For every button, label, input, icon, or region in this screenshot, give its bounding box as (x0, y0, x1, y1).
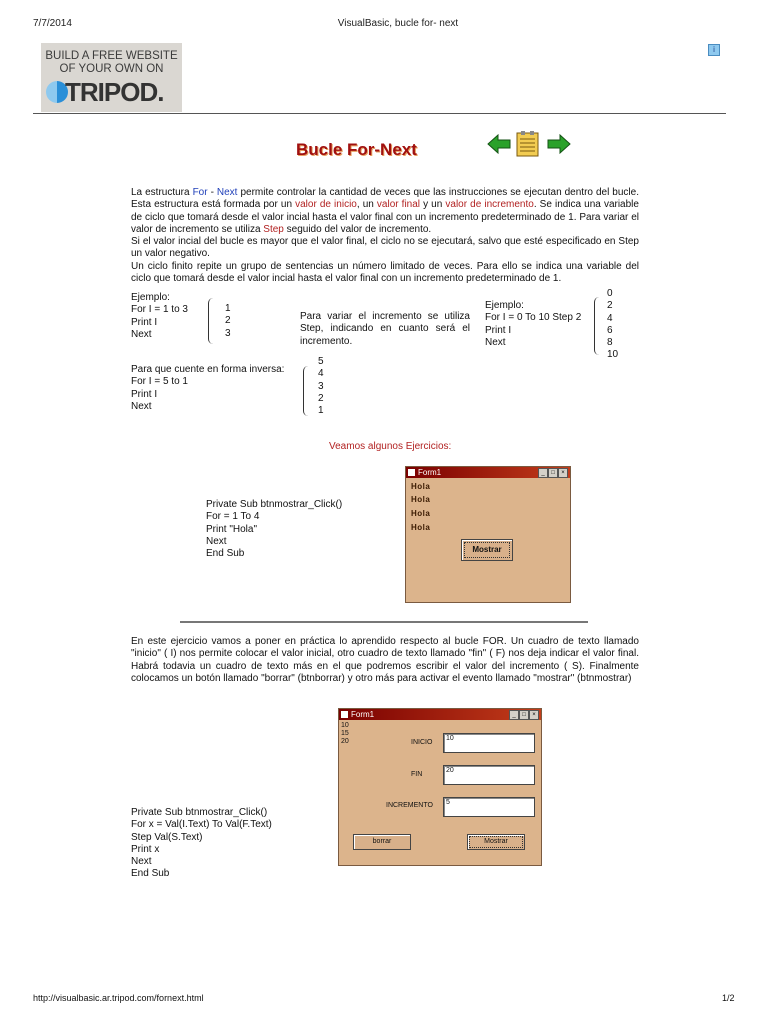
form-icon (341, 711, 348, 718)
example3-code: Para que cuente en forma inversa: For I = 5 to 1 Print I Next (131, 364, 285, 412)
page-title: Bucle For-Next (296, 140, 417, 159)
inicio-textbox[interactable]: 10 (443, 733, 535, 753)
hola-line-2: Hola (411, 495, 431, 504)
incremento-label: INCREMENTO (386, 802, 433, 809)
intro-paragraph-2: Si el valor incial del bucle es mayor que el valor final, el ciclo no se ejecutará, salvo que esté especificado en Step un valor negativo. (131, 236, 639, 260)
minimize-button[interactable]: _ (538, 468, 548, 478)
example-step-text: Para variar el incremento se utiliza Step, indicando en cuanto será el incremento. (300, 311, 470, 347)
intro-text (131, 187, 639, 285)
exercise1-form-window (405, 466, 571, 603)
example1-code: Ejemplo: For I = 1 to 3 Print I Next (131, 292, 188, 340)
exercise2-description: En este ejercicio vamos a poner en práctica lo aprendido respecto al bucle FOR. Un cuadro de texto llamado "inicio" ( I) nos permite colocar el valor inicial, otro cuadro de texto llamado "fin" ( F) nos deja indicar el valor final. Habrá todavia un cuadro de texto más en el que podremos escribir el valor del incremento ( S). Finalmente colocamos un botón llamado "borrar" (btnborrar) y otro más para activar el evento llamado "mostrar" (btnmostrar) (131, 636, 639, 684)
example2-output: 0 2 4 6 8 10 (607, 288, 619, 361)
notepad-icon[interactable] (515, 130, 541, 158)
close-button[interactable]: × (529, 710, 539, 720)
exercise2-window-title: Form1 (351, 710, 375, 719)
info-icon[interactable]: i (708, 44, 720, 56)
for-keyword: For (192, 187, 208, 198)
next-keyword: Next (216, 187, 238, 198)
close-button[interactable]: × (558, 468, 568, 478)
inicio-label: INICIO (411, 739, 433, 746)
section-divider (180, 621, 588, 623)
mostrar-button[interactable]: Mostrar (461, 539, 513, 561)
form-icon (408, 469, 415, 476)
example2-code: Ejemplo: For I = 0 To 10 Step 2 Print I Next (485, 300, 582, 348)
intro-paragraph-1: La estructura For - Next permite controlar la cantidad de veces que las instrucciones se ejecutan dentro del bucle. Esta estructura está formada por un valor de inicio, un valor final y un valor de incremento. Se indica una variable de ciclo que tomará desde el valor incial hasta el valor final con un incremento predeterminado de 1. Para variar el valor de incremento se utiliza Step seguido del valor de incremento. (131, 187, 639, 235)
print-title: VisualBasic, bucle for- next (337, 18, 459, 29)
footer-page-number: 1/2 (722, 993, 735, 1003)
footer-url[interactable]: http://visualbasic.ar.tripod.com/fornext.html (33, 993, 204, 1003)
print-date: 7/7/2014 (33, 18, 72, 29)
forward-arrow-icon[interactable] (547, 134, 571, 154)
exercise2-code: Private Sub btnmostrar_Click() For x = Val(I.Text) To Val(F.Text) Step Val(S.Text) Print x Next End Sub (131, 807, 272, 880)
exercise2-output: 10 15 20 (341, 722, 349, 745)
example2-brace (594, 297, 601, 355)
exercises-heading: Veamos algunos Ejercicios: (329, 441, 452, 452)
exercise2-titlebar (339, 709, 541, 720)
valor-inicio-term: valor de inicio (295, 199, 357, 211)
maximize-button[interactable]: □ (519, 710, 529, 720)
minimize-button[interactable]: _ (509, 710, 519, 720)
valor-final-term: valor final (376, 199, 421, 211)
mostrar-button[interactable]: Mostrar (467, 834, 525, 850)
back-arrow-icon[interactable] (487, 134, 511, 154)
example3-output: 5 4 3 2 1 (318, 356, 324, 417)
maximize-button[interactable]: □ (548, 468, 558, 478)
exercise2-form-window (338, 708, 542, 866)
exercise1-code: Private Sub btnmostrar_Click() For = 1 To 4 Print "Hola" Next End Sub (206, 499, 343, 560)
hola-line-1: Hola (411, 482, 431, 491)
hola-line-3: Hola (411, 509, 431, 518)
example1-output: 1 2 3 (225, 303, 231, 339)
fin-textbox[interactable]: 20 (443, 765, 535, 785)
example1-brace (208, 298, 215, 344)
intro-paragraph-3: Un ciclo finito repite un grupo de sentencias un número limitado de veces. Para ello se indica una variable del ciclo que tomará desde el valor incial hasta el valor final con un incremento predeterminado de 1. (131, 260, 639, 285)
hola-line-4: Hola (411, 523, 431, 532)
banner-brand: TRIPOD. (65, 77, 164, 107)
header-divider (33, 113, 726, 114)
incremento-textbox[interactable]: 5 (443, 797, 535, 817)
exercise1-titlebar (406, 467, 570, 478)
banner-line2: OF YOUR OWN ON (59, 63, 164, 75)
valor-incremento-term: valor de incremento (445, 199, 534, 211)
banner-line1: BUILD A FREE WEBSITE (45, 50, 178, 62)
exercise1-window-title: Form1 (418, 468, 442, 477)
tripod-banner[interactable] (41, 43, 182, 112)
example3-brace (303, 366, 310, 416)
step-keyword: Step (263, 223, 284, 235)
borrar-button[interactable]: borrar (353, 834, 411, 850)
fin-label: FIN (411, 771, 423, 778)
